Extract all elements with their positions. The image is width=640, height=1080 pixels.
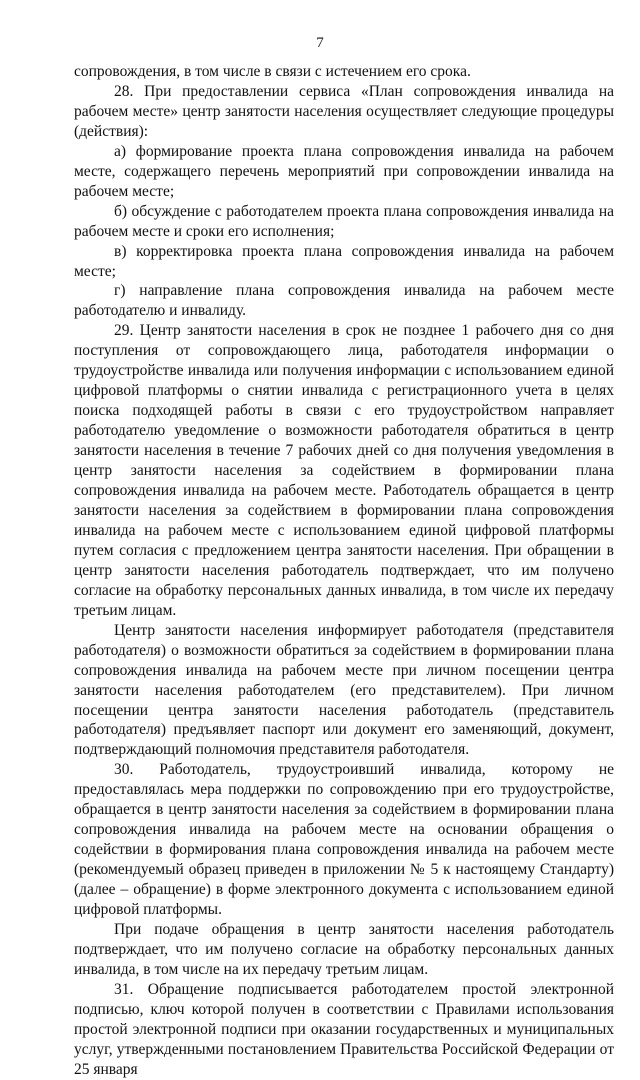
paragraph-clause-28-b: б) обсуждение с работодателем проекта плана сопровождения инвалида на рабочем месте и сроки его исполнения;	[74, 202, 614, 240]
paragraph-clause-29-info: Центр занятости населения информирует работодателя (представителя работодателя) о возможности обратиться за содействием в формировании плана сопровождения инвалида на рабочем месте при личном посещении центра занятости населения работодателем (его представителем). При личном посещении центра занятости населения работодатель (представитель работодателя) предъявляет паспорт или документ его заменяющий, документ, подтверждающий полномочия представителя работодателя.	[74, 621, 614, 759]
paragraph-clause-28-g: г) направление плана сопровождения инвалида на рабочем месте работодателю и инвалиду.	[74, 282, 614, 320]
paragraph-continuation: сопровождения, в том числе в связи с истечением его срока.	[74, 63, 471, 80]
paragraph-clause-31: 31. Обращение подписывается работодателем простой электронной подписью, ключ которой получен в соответствии с Правилами использования простой электронной подписи при оказании государственных и муниципальных услуг, утвержденными постановлением Правительства Российской Федерации от 25 января	[74, 980, 614, 1078]
document-body	[74, 62, 614, 1080]
paragraph-clause-30-consent: При подаче обращения в центр занятости населения работодатель подтверждает, что им получено согласие на обработку персональных данных инвалида, в том числе на их передачу третьим лицам.	[74, 920, 614, 978]
paragraph-clause-29: 29. Центр занятости населения в срок не позднее 1 рабочего дня со дня поступления от сопровождающего лица, работодателя информации о трудоустройстве инвалида или получения информации с использованием единой цифровой платформы о снятии инвалида с регистрационного учета в целях поиска подходящей работы в связи с его трудоустройством направляет работодателю уведомление о возможности работодателя обратиться в центр занятости населения в течение 7 рабочих дней со дня получения уведомления в центр занятости населения за содействием в формировании плана сопровождения инвалида на рабочем месте. Работодатель обращается в центр занятости населения за содействием в формировании плана сопровождения инвалида на рабочем месте с использованием единой цифровой платформы путем согласия с предложением центра занятости населения. При обращении в центр занятости населения работодатель подтверждает, что им получено согласие на обработку персональных данных инвалида, в том числе их передачу третьим лицам.	[74, 322, 614, 619]
paragraph-clause-28-v: в) корректировка проекта плана сопровождения инвалида на рабочем месте;	[74, 242, 614, 280]
paragraph-clause-30: 30. Работодатель, трудоустроивший инвалида, которому не предоставлялась мера поддержки по сопровождению при его трудоустройстве, обращается в центр занятости населения за содействием в формировании плана сопровождения инвалида на рабочем месте на основании обращения о содействии в формирования плана сопровождения инвалида на рабочем месте (рекомендуемый образец приведен в приложении № 5 к настоящему Стандарту) (далее – обращение) в форме электронного документа с использованием единой цифровой платформы.	[74, 761, 614, 919]
paragraph-clause-28: 28. При предоставлении сервиса «План сопровождения инвалида на рабочем месте» центр занятости населения осуществляет следующие процедуры (действия):	[74, 82, 614, 140]
page-number: 7	[316, 35, 324, 51]
paragraph-clause-28-a: а) формирование проекта плана сопровождения инвалида на рабочем месте, содержащего перечень мероприятий при сопровождении инвалида на рабочем месте;	[74, 142, 614, 200]
